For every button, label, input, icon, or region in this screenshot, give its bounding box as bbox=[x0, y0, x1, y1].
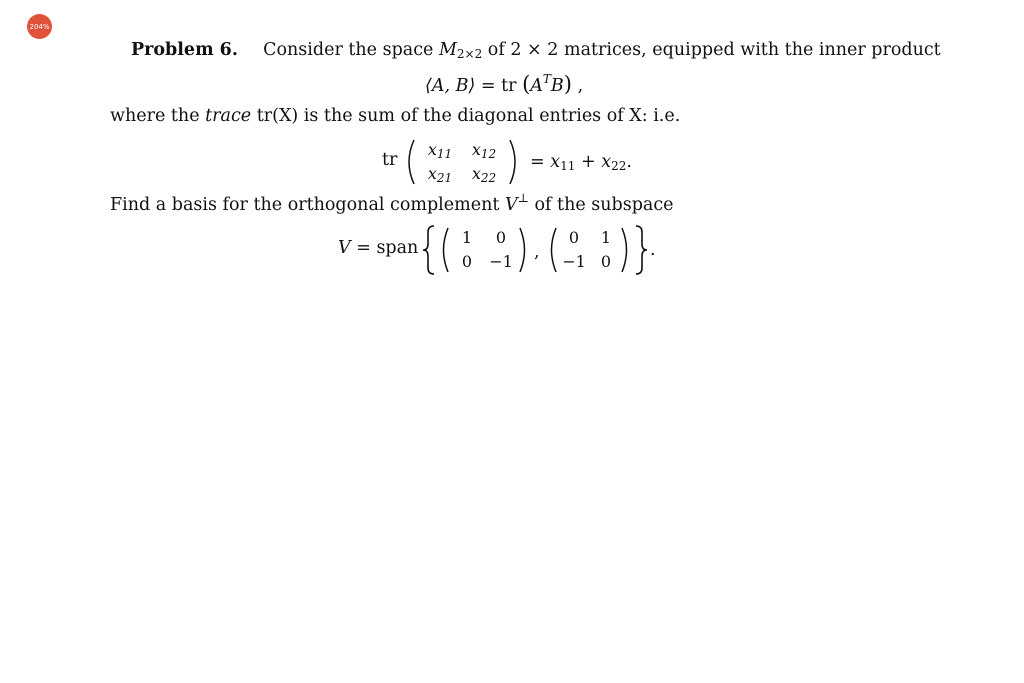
transpose-mark: T bbox=[542, 72, 551, 86]
inner-product-formula bbox=[425, 74, 583, 96]
inner-product-b: B bbox=[550, 76, 564, 96]
trace-word: trace bbox=[205, 106, 252, 126]
inner-product-a: A bbox=[530, 76, 543, 96]
problem-intro-line bbox=[131, 42, 941, 60]
find-line-pre: Find a basis for the orthogonal complement bbox=[110, 195, 500, 215]
trace-example bbox=[380, 136, 660, 188]
trace-op: tr bbox=[382, 150, 398, 170]
space-symbol: M bbox=[438, 40, 457, 60]
matrix1-left-paren bbox=[438, 226, 450, 274]
trace-entry-x12: $x_{12}$ bbox=[471, 140, 497, 161]
trace-entry-x22: $x_{22}$ bbox=[471, 164, 497, 185]
matrix1-right-paren bbox=[518, 226, 530, 274]
inner-product-eq: = tr bbox=[480, 76, 517, 96]
trace-entry-x21: $x_{21}$ bbox=[427, 164, 453, 185]
span-definition bbox=[338, 224, 688, 276]
trace-line-pre: where the bbox=[110, 106, 200, 126]
span-right-brace bbox=[634, 224, 648, 276]
intro-text-mid: of 2 × 2 matrices, equipped with the inner product bbox=[487, 40, 941, 60]
space-subscript: 2×2 bbox=[456, 47, 483, 61]
trace-right-paren bbox=[508, 138, 522, 186]
span-comma: , bbox=[534, 242, 540, 262]
matrix2-entry: 1 bbox=[600, 228, 612, 247]
trace-rhs: = $x_{11} + x_{22}$. bbox=[530, 152, 632, 173]
inner-product-close-paren: ) bbox=[563, 72, 572, 96]
trace-definition-line bbox=[110, 108, 680, 126]
intro-text: Consider the space bbox=[263, 40, 434, 60]
matrix2-entry: 0 bbox=[568, 228, 580, 247]
v-symbol: V bbox=[504, 195, 518, 215]
matrix1-entry: 0 bbox=[495, 228, 507, 247]
inner-product-open-paren: ( bbox=[522, 72, 531, 96]
matrix2-entry: 0 bbox=[600, 252, 612, 271]
inner-product-tail: , bbox=[577, 76, 584, 96]
matrix2-right-paren bbox=[620, 226, 632, 274]
span-lhs: V = span bbox=[338, 238, 419, 258]
inner-product-lhs: ⟨A, B⟩ bbox=[425, 76, 476, 96]
trace-line-post: tr(X) is the sum of the diagonal entries of X: i.e. bbox=[256, 106, 681, 126]
find-line-post: of the subspace bbox=[534, 195, 674, 215]
trace-entry-x11: $x_{11}$ bbox=[427, 140, 453, 161]
problem-heading: Problem 6. bbox=[131, 40, 238, 60]
trace-left-paren bbox=[402, 138, 416, 186]
span-end-period: . bbox=[650, 240, 656, 260]
perp-symbol: ⊥ bbox=[517, 191, 529, 205]
matrix1-entry: −1 bbox=[489, 252, 513, 271]
matrix1-entry: 0 bbox=[461, 252, 473, 271]
matrix2-entry: −1 bbox=[562, 252, 586, 271]
find-basis-line bbox=[110, 191, 674, 215]
matrix1-entry: 1 bbox=[461, 228, 473, 247]
span-left-brace bbox=[422, 224, 436, 276]
zoom-badge[interactable]: 204% bbox=[27, 14, 52, 39]
matrix2-left-paren bbox=[546, 226, 558, 274]
